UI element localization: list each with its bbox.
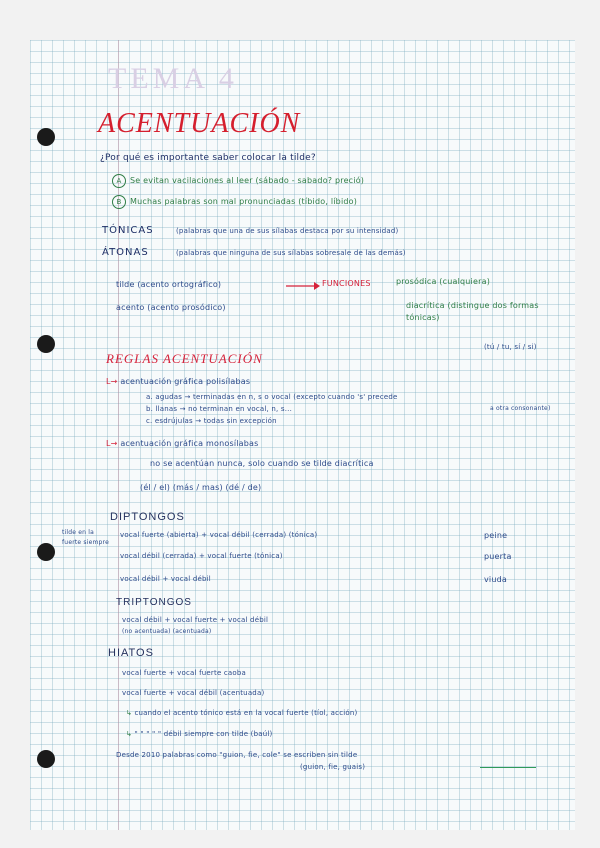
hiato-row bbox=[126, 710, 357, 717]
tonicas-definition: (palabras que una de sus sílabas destaca por su intensidad) bbox=[176, 227, 399, 235]
answer-b bbox=[112, 195, 357, 209]
marker-a: A bbox=[112, 174, 126, 188]
monosilabas-rule: no se acentúan nunca, solo cuando se tilde diacrítica bbox=[150, 459, 374, 468]
triptongos-heading: TRIPTONGOS bbox=[116, 597, 192, 608]
atonas-definition: (palabras que ninguna de sus sílabas sobresale de las demás) bbox=[176, 249, 406, 257]
funcion-diacritica: diacrítica (distingue dos formas tónicas) bbox=[406, 301, 539, 322]
arrow-l-icon: L→ bbox=[106, 439, 121, 448]
arrow-l-icon: L→ bbox=[106, 377, 121, 386]
diptongo-example: viuda bbox=[484, 575, 508, 584]
hiato-row-text: " " " " " débil siempre con tilde (baúl) bbox=[134, 730, 273, 738]
regla-note: a otra consonante) bbox=[490, 405, 551, 412]
polisilabas-line bbox=[106, 378, 250, 386]
acento-line: acento (acento prosódico) bbox=[116, 303, 226, 312]
hiato-row: vocal fuerte + vocal fuerte caoba bbox=[122, 669, 247, 677]
answer-b-text: Muchas palabras son mal pronunciadas (tíbido, líbido) bbox=[130, 197, 358, 206]
tonicas-label: TÓNICAS bbox=[102, 225, 154, 236]
example-tu-si: (tú / tu, sí / si) bbox=[484, 343, 537, 351]
diptongo-row: vocal débil (cerrada) + vocal fuerte (tónica) bbox=[120, 552, 283, 560]
polisilabas-label: acentuación gráfica polisílabas bbox=[120, 377, 251, 386]
triptongos-sub: (no acentuada) (acentuada) bbox=[122, 628, 212, 635]
tilde-line: tilde (acento ortográfico) bbox=[116, 280, 222, 289]
binder-hole bbox=[37, 750, 55, 768]
page-title: ACENTUACIÓN bbox=[98, 108, 301, 139]
answer-a bbox=[112, 174, 364, 188]
intro-question: ¿Por qué es importante saber colocar la tilde? bbox=[100, 153, 316, 163]
diptongo-row: vocal débil + vocal débil bbox=[120, 575, 211, 583]
diptongo-example: peine bbox=[484, 531, 508, 540]
hiatos-heading: HIATOS bbox=[108, 647, 154, 659]
regla-agudas: a. agudas → terminadas en n, s o vocal (excepto cuando 's' precede bbox=[146, 393, 398, 401]
atonas-label: ÁTONAS bbox=[102, 247, 149, 258]
binder-hole bbox=[37, 335, 55, 353]
hiato-row bbox=[126, 731, 272, 738]
topic-number: TEMA 4 bbox=[108, 62, 238, 95]
binder-hole bbox=[37, 128, 55, 146]
diptongos-heading: DIPTONGOS bbox=[110, 511, 185, 523]
funciones-label: FUNCIONES bbox=[322, 279, 371, 288]
arrow-icon bbox=[286, 281, 320, 291]
arrow-l-icon: ↳ bbox=[126, 709, 135, 717]
answer-a-text: Se evitan vacilaciones al leer (sábado - sabado? preció) bbox=[130, 176, 365, 185]
monosilabas-label: acentuación gráfica monosílabas bbox=[120, 439, 259, 448]
triptongos-rule: vocal débil + vocal fuerte + vocal débil bbox=[122, 616, 269, 624]
diptongo-row: vocal fuerte (abierta) + vocal débil (cerrada) (tónica) bbox=[120, 531, 318, 539]
binder-hole bbox=[37, 543, 55, 561]
arrow-l-icon: ↳ bbox=[126, 730, 135, 738]
reglas-heading: REGLAS ACENTUACIÓN bbox=[106, 351, 263, 366]
side-note: tilde en la fuerte siempre bbox=[62, 529, 109, 546]
funcion-prosodica: prosódica (cualquiera) bbox=[396, 277, 491, 286]
final-note: Desde 2010 palabras como "guion, fie, cole" se escriben sin tilde bbox=[116, 751, 358, 759]
monosilabas-examples: (él / el) (más / mas) (dé / de) bbox=[140, 483, 262, 492]
diptongo-example: puerta bbox=[484, 552, 512, 561]
hiato-row-text: cuando el acento tónico está en la vocal fuerte (tíol, acción) bbox=[134, 709, 358, 717]
marker-b: B bbox=[112, 195, 126, 209]
green-underline bbox=[480, 767, 536, 768]
regla-esdrujulas: c. esdrújulas → todas sin excepción bbox=[146, 417, 277, 425]
monosilabas-line bbox=[106, 440, 259, 448]
regla-llanas: b. llanas → no terminan en vocal, n, s... bbox=[146, 405, 292, 413]
final-note-sub: (guion, fie, guais) bbox=[300, 763, 366, 771]
hiato-row: vocal fuerte + vocal débil (acentuada) bbox=[122, 689, 265, 697]
